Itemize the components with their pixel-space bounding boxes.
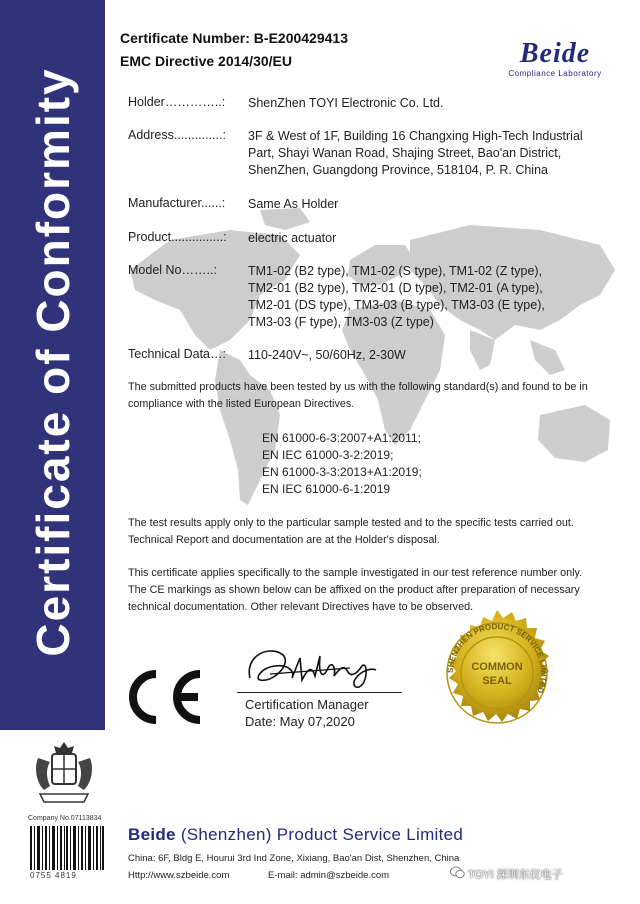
ce-mark-icon — [122, 668, 204, 726]
technical-label: Technical Data…: — [128, 347, 226, 361]
model-value — [248, 263, 545, 331]
paragraph-line: The test results apply only to the particular sample tested and to the specific tests carried out. — [128, 517, 574, 529]
model-label: Model No……..: — [128, 263, 217, 277]
barcode-number: 0755 4819 — [30, 871, 77, 880]
address-line: Part, Shayi Wanan Road, Shajing Street, Bao'an District, — [248, 146, 562, 160]
standard-item: EN IEC 61000-6-1:2019 — [262, 482, 391, 496]
manufacturer-label: Manufacturer......: — [128, 196, 226, 210]
address-line: 3F & West of 1F, Building 16 Changxing High-Tech Industrial — [248, 129, 583, 143]
seal-ring-text: SHENZHEN PRODUCT SERVICE LIMITED — [445, 621, 549, 695]
watermark-text: TOYI 深圳东仪电子 — [468, 869, 563, 881]
product-value: electric actuator — [248, 231, 337, 245]
company-brand: Beide — [128, 825, 176, 844]
model-line: TM2-01 (DS type), TM3-03 (B type), TM3-03 (E type), — [248, 298, 545, 312]
address-line: ShenZhen, Guangdong Province, 518104, P. R. China — [248, 163, 548, 177]
address-label: Address..............: — [128, 128, 226, 142]
seal-center-bottom: SEAL — [482, 675, 512, 687]
directive-title: EMC Directive 2014/30/EU — [120, 53, 292, 69]
gold-seal-icon — [432, 608, 562, 738]
paragraph-line: compliance with the listed European Directives. — [128, 398, 355, 410]
standard-item: EN IEC 61000-3-2:2019; — [262, 448, 394, 462]
paragraph-line: Technical Report and documentation are at the Holder's disposal. — [128, 534, 440, 546]
seal-center-top: COMMON — [471, 661, 523, 673]
paragraph-line: The CE markings as shown below can be affixed on the product after preparation of necessary — [128, 584, 580, 596]
company-website[interactable]: Http://www.szbeide.com — [128, 870, 230, 881]
company-address: China: 6F, Bldg E, Hourui 3rd Ind Zone, Xixiang, Bao'an Dist, Shenzhen, China — [128, 853, 460, 864]
beide-logo — [490, 38, 620, 86]
logo-subtitle: Compliance Laboratory — [508, 69, 602, 78]
paragraph-line: technical documentation. Other relevant Directives have to be observed. — [128, 601, 474, 613]
paragraph-line: The submitted products have been tested by us with the following standard(s) and found to be in — [128, 381, 588, 393]
address-value — [248, 128, 583, 179]
holder-value: ShenZhen TOYI Electronic Co. Ltd. — [248, 96, 444, 110]
company-name-rest: (Shenzhen) Product Service Limited — [175, 825, 464, 844]
royal-crest-icon — [30, 738, 98, 808]
company-name — [128, 825, 463, 845]
certificate-date: Date: May 07,2020 — [245, 714, 355, 729]
signer-role: Certification Manager — [245, 697, 369, 712]
standards-list — [262, 430, 422, 498]
standard-item: EN 61000-6-3:2007+A1:2011; — [262, 431, 421, 445]
signature-graphic — [240, 638, 380, 694]
wechat-icon — [450, 866, 465, 879]
company-email[interactable]: E-mail: admin@szbeide.com — [268, 870, 390, 881]
model-line: TM3-03 (F type), TM3-03 (Z type) — [248, 315, 434, 329]
sidebar-title: Certificate of Conformity — [27, 67, 79, 657]
model-line: TM2-01 (B2 type), TM2-01 (D type), TM2-01 (A type), — [248, 281, 543, 295]
holder-label: Holder…………..: — [128, 95, 226, 109]
technical-value: 110-240V~, 50/60Hz, 2-30W — [248, 348, 406, 362]
company-number: Company No.07113834 — [28, 815, 102, 822]
signature-line — [237, 692, 402, 693]
logo-name: Beide — [519, 38, 591, 69]
barcode-icon — [30, 826, 104, 870]
paragraph-line: This certificate applies specifically to the sample investigated in our test reference number only. — [128, 567, 583, 579]
standard-item: EN 61000-3-3:2013+A1:2019; — [262, 465, 422, 479]
manufacturer-value: Same As Holder — [248, 197, 339, 211]
certificate-number: Certificate Number: B-E200429413 — [120, 30, 348, 46]
results-paragraph — [128, 515, 616, 549]
sidebar-banner — [0, 0, 105, 730]
model-line: TM1-02 (B2 type), TM1-02 (S type), TM1-02 (Z type), — [248, 264, 543, 278]
tested-paragraph — [128, 379, 616, 413]
product-label: Product...............: — [128, 230, 227, 244]
